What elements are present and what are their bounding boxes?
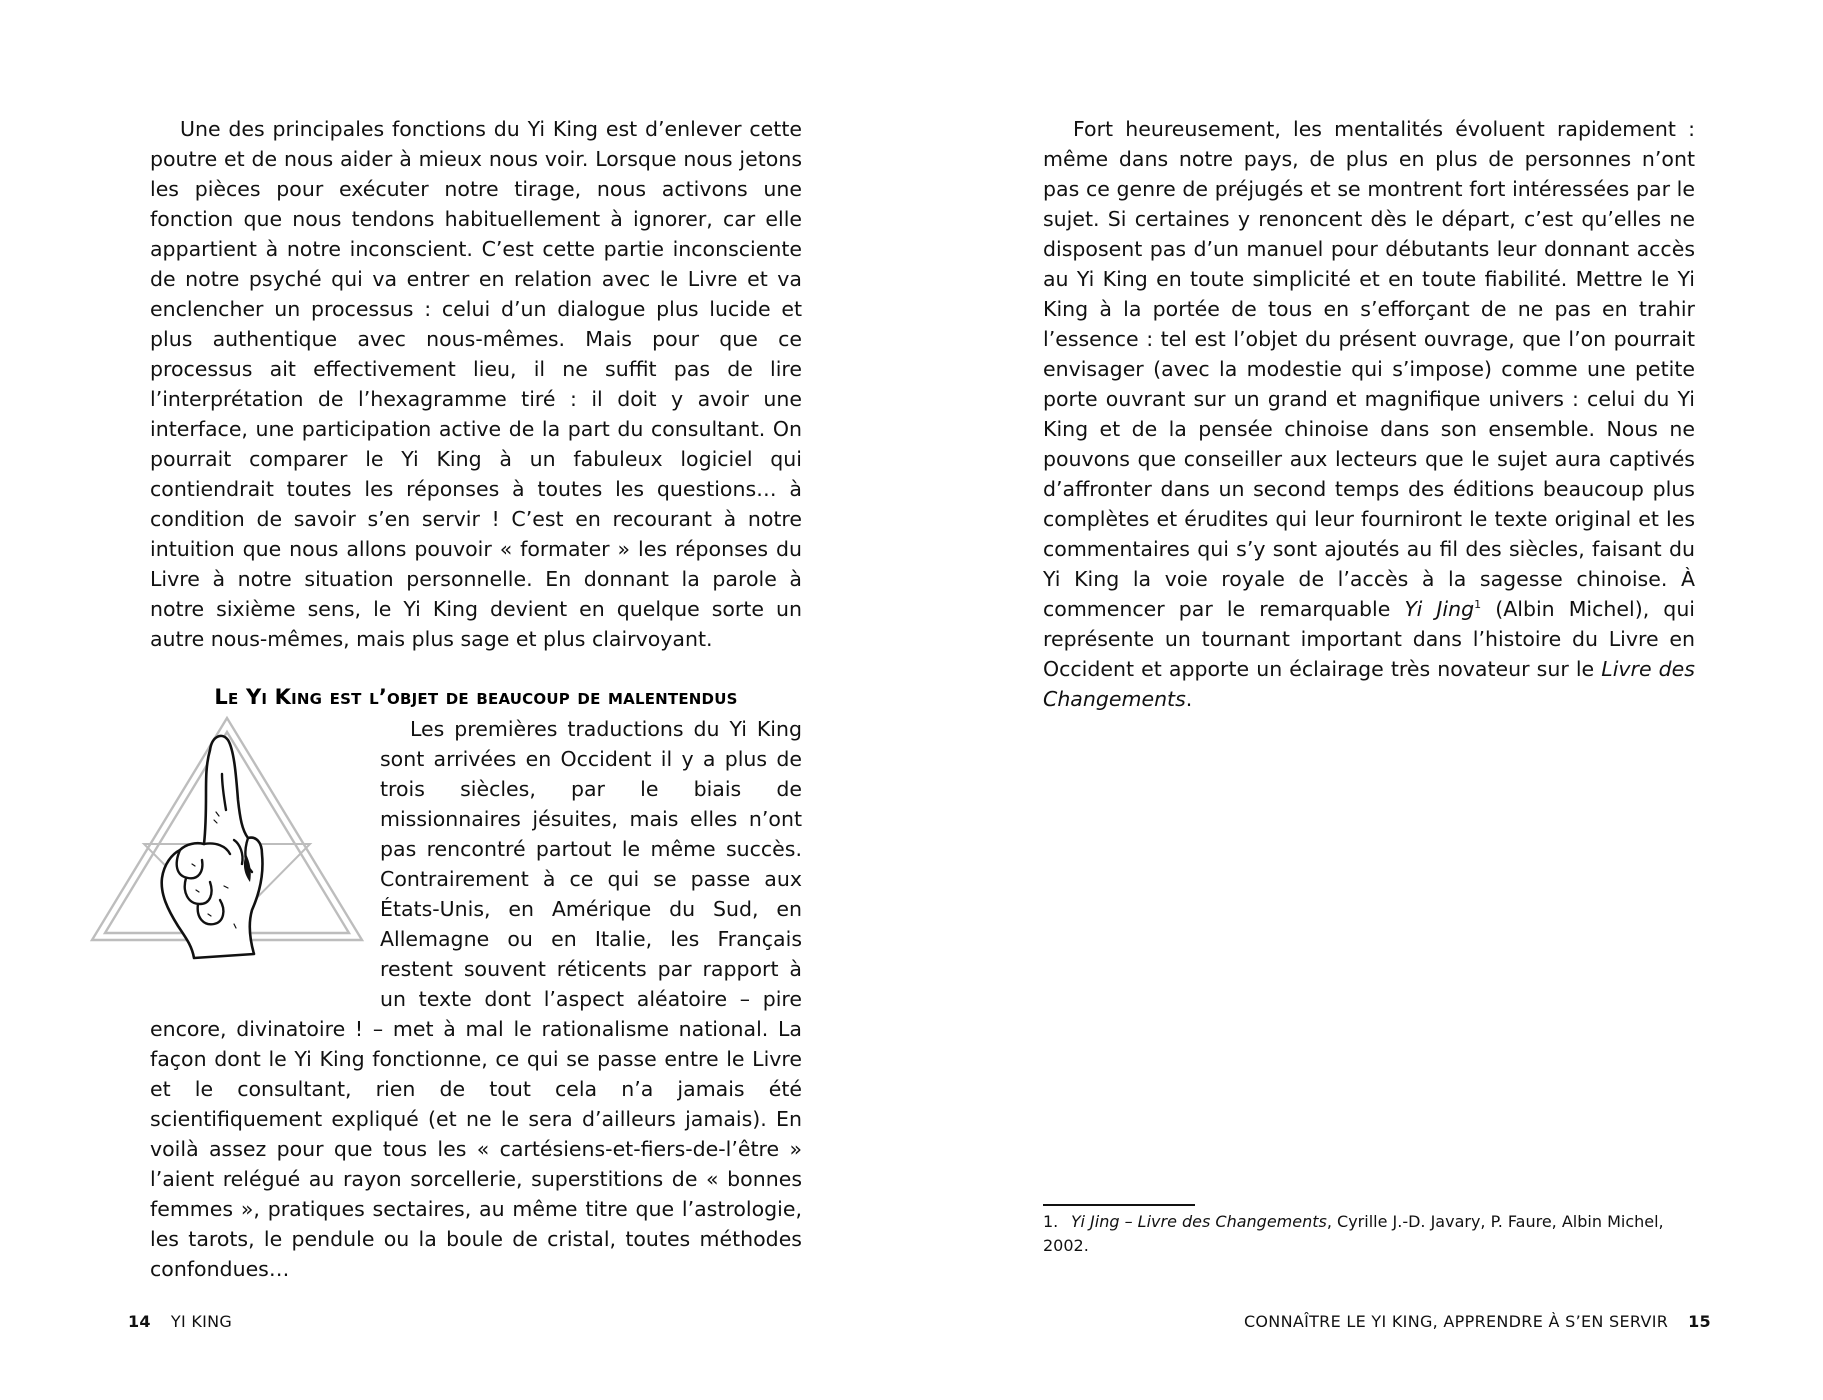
- footnote-rule: [1043, 1204, 1195, 1206]
- footnote-ref-marker[interactable]: 1: [1474, 598, 1482, 612]
- right-paragraph-1-text-a: Fort heureusement, les mentalités évoluent rapidement : même dans notre pays, de plus en plus de personnes n’ont pas ce genre de préjugés et se montrent fort intéressées par le sujet. Si certaines y renoncent dès le départ, c’est qu’elles ne disposent pas d’un manuel pour débutants leur donnant accès au Yi King en toute simplicité et en toute fiabilité. Mettre le Yi King à la portée de tous en s’efforçant de ne pas en trahir l’essence : tel est l’objet du présent ouvrage, que l’on pourrait envisager (avec la modestie qui s’impose) comme une petite porte ouvrant sur un grand et magnifique univers : celui du Yi King et de la pensée chinoise dans son ensemble. Nous ne pouvons que conseiller aux lecteurs que le sujet aura captivés d’affronter dans un second temps des éditions beaucoup plus complètes et érudites qui leur fourniront le texte original et les commentaires qui s’y sont ajoutés au fil des siècles, faisant du Yi King la voie royale de l’accès à la sagesse chinoise. À commencer par le remarquable: [1043, 117, 1695, 621]
- left-folio: [128, 1310, 232, 1334]
- footnote-title: Yi Jing – Livre des Changements: [1071, 1212, 1327, 1231]
- right-running-head: CONNAÎTRE LE YI KING, APPRENDRE À S’EN SERVIR: [1243, 1312, 1669, 1331]
- left-paragraph-2-text: Les premières traductions du Yi King sont arrivées en Occident il y a plus de trois siècles, par le biais de missionnaires jésuites, mais elles n’ont pas rencontré partout le même succès. Contrairement à ce qui se passe aux États-Unis, en Amérique du Sud, en Allemagne ou en Italie, les Français restent souvent réticents par rapport à un texte dont l’aspect aléatoire – pire encore, divinatoire ! – met à mal le rationalisme national. La façon dont le Yi King fonctionne, ce qui se passe entre le Livre et le consultant, rien de tout cela n’a jamais été scientifiquement expliqué (et ne le sera d’ailleurs jamais). En voilà assez pour que tous les « cartésiens-et-fiers-de-l’être » l’aient relégué au rayon sorcellerie, superstitions de « bonnes femmes », pratiques sectaires, au même titre que l’astrologie, les tarots, le pendule ou la boule de cristal, toutes méthodes confondues…: [150, 717, 802, 1281]
- right-page: [911, 0, 1823, 1400]
- footnote-number: 1.: [1043, 1212, 1059, 1231]
- footnote: [1043, 1210, 1703, 1258]
- section-heading: Le Yi King est l’objet de beaucoup de malentendus: [214, 685, 738, 709]
- right-paragraph-1: [1043, 114, 1695, 714]
- pointing-hand-illustration: [84, 714, 366, 984]
- left-paragraph-2: [150, 714, 802, 1284]
- ref-title: Yi Jing: [1404, 597, 1475, 621]
- right-text-column: [1043, 114, 1695, 714]
- left-text-column: [150, 114, 802, 1284]
- left-page: [0, 0, 911, 1400]
- left-paragraph-1: Une des principales fonctions du Yi King est d’enlever cette poutre et de nous aider à mieux nous voir. Lorsque nous jetons les pièces pour exécuter notre tirage, nous activons une fonction que nous tendons habituellement à ignorer, car elle appartient à notre inconscient. C’est cette partie inconsciente de notre psyché qui va entrer en relation avec le Livre et va enclencher un processus : celui d’un dialogue plus lucide et plus authentique avec nous-mêmes. Mais pour que ce processus ait effectivement lieu, il ne suffit pas de lire l’interprétation de l’hexagramme tiré : il doit y avoir une interface, une participation active de la part du consultant. On pourrait comparer le Yi King à un fabuleux logiciel qui contiendrait toutes les réponses à toutes les questions… à condition de savoir s’en servir ! C’est en recourant à notre intuition que nous allons pouvoir « formater » les réponses du Livre à notre situation personnelle. En donnant la parole à notre sixième sens, le Yi King devient en quelque sorte un autre nous-mêmes, mais plus sage et plus clairvoyant.: [150, 117, 802, 651]
- pointing-hand-in-triangles-icon: [84, 714, 366, 984]
- footnote-text: , Cyrille J.-D. Javary, P. Faure, Albin Michel, 2002.: [1043, 1212, 1664, 1255]
- left-running-head: YI KING: [170, 1312, 233, 1331]
- right-page-number: 15: [1688, 1312, 1711, 1331]
- right-folio: [1244, 1310, 1711, 1334]
- left-page-number: 14: [128, 1312, 151, 1331]
- right-paragraph-1-text-b: (Albin Michel), qui représente un tournant important dans l’histoire du Livre en Occident et apporte un éclairage très novateur sur le: [1043, 597, 1696, 681]
- right-paragraph-1-end: .: [1185, 687, 1193, 711]
- book-title: Livre des Changements: [1043, 657, 1695, 711]
